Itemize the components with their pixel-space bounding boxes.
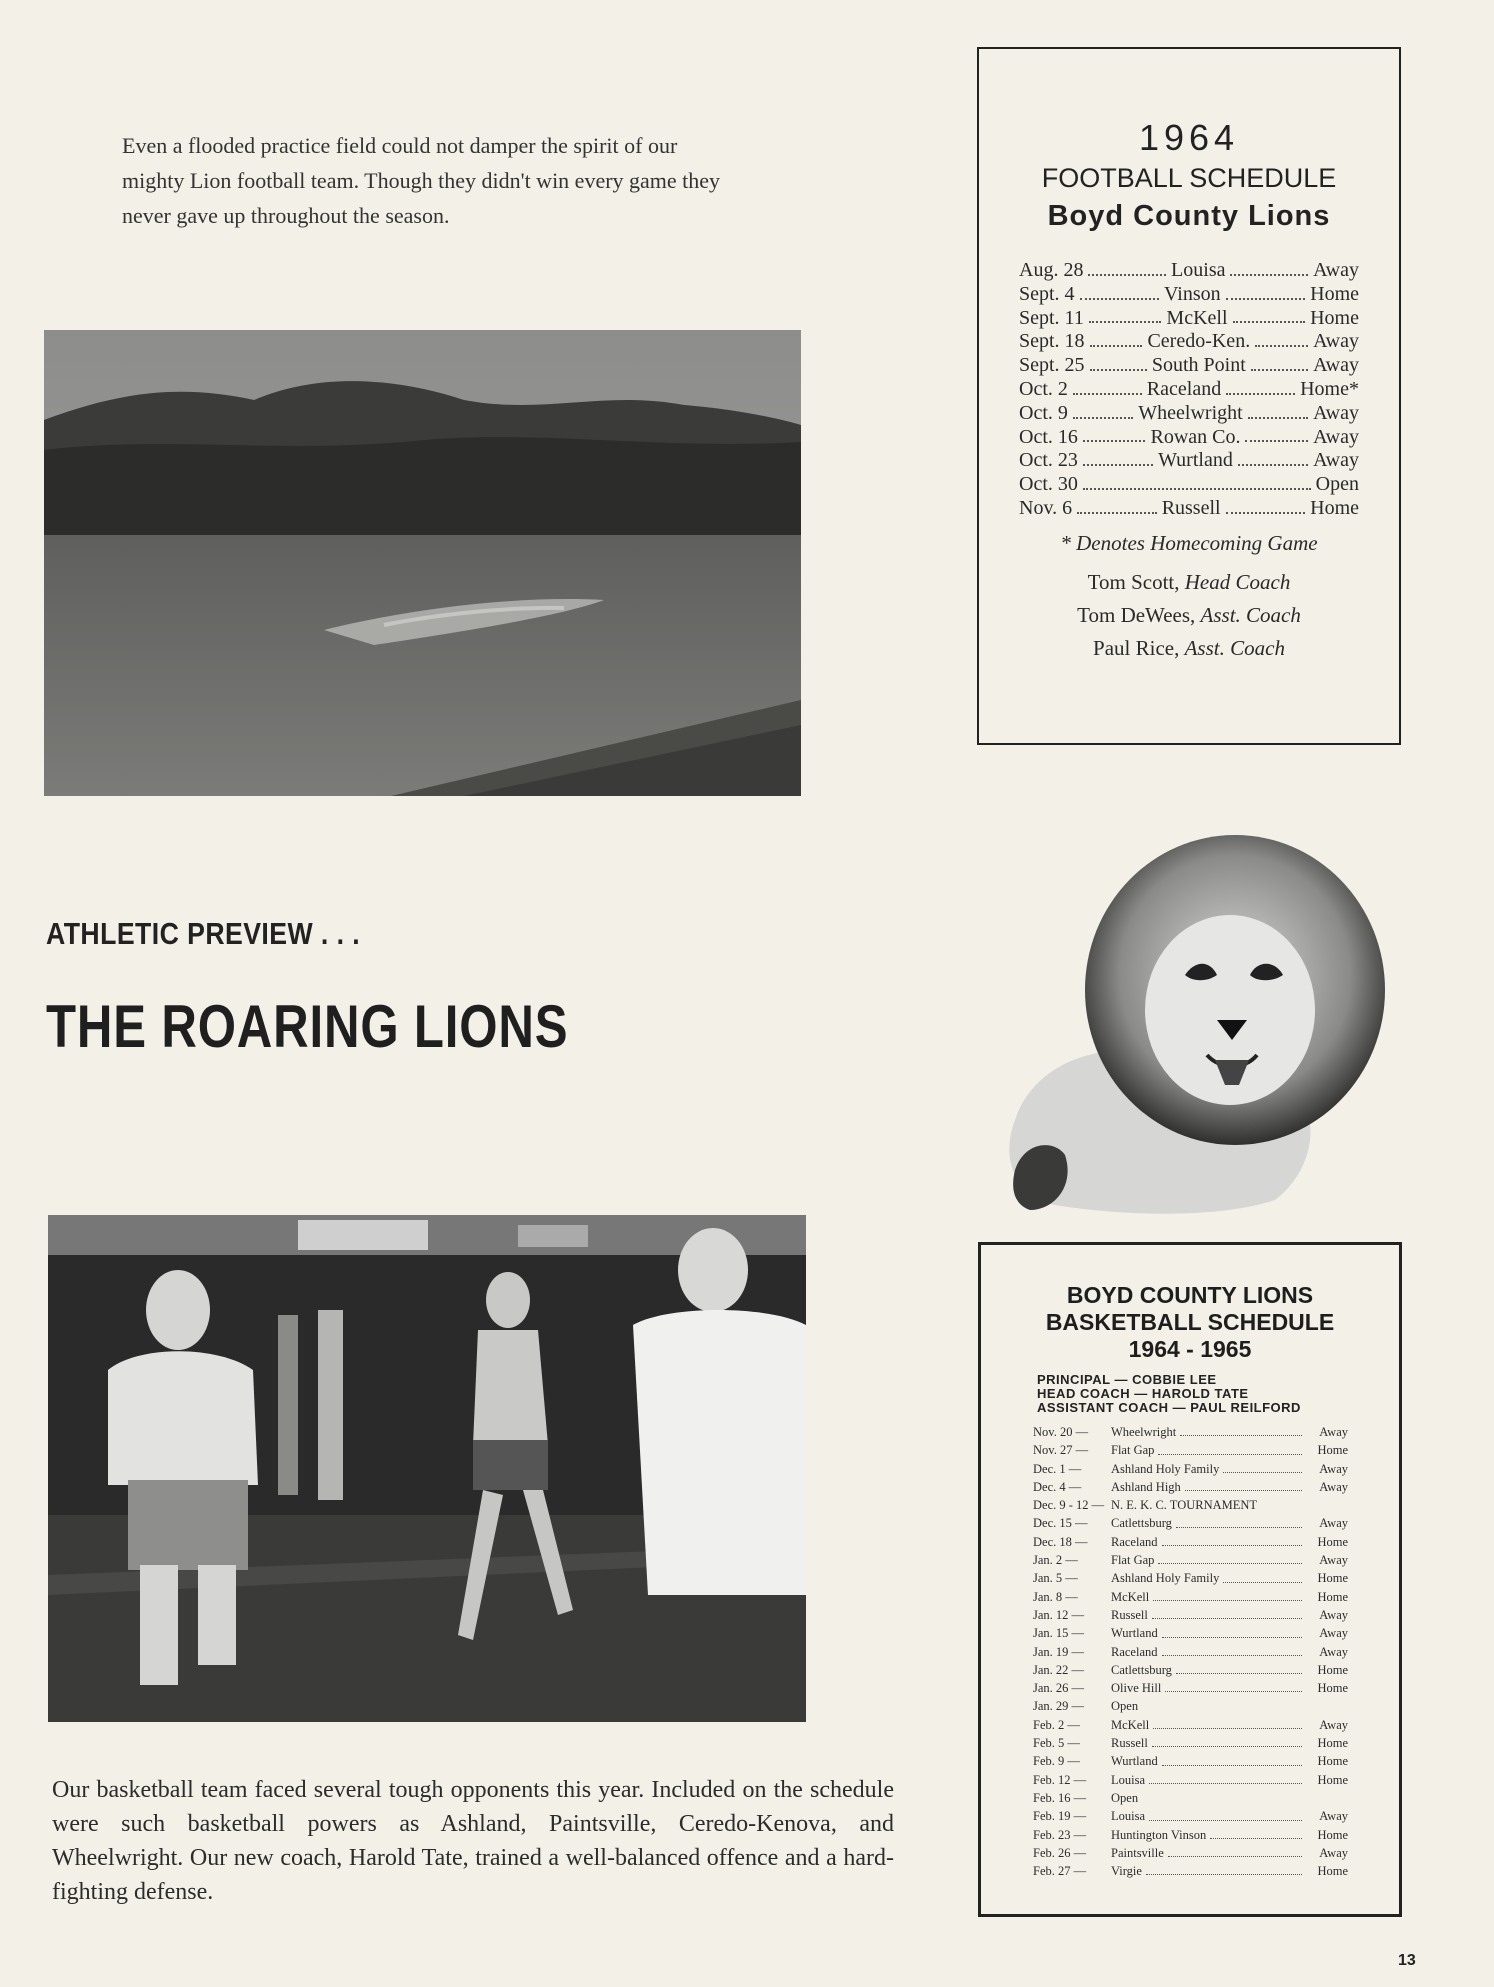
game-location: Home [1310, 496, 1360, 519]
dot-leader [1083, 473, 1311, 490]
game-opponent: Russell [1111, 1607, 1148, 1622]
dot-leader [1251, 354, 1308, 371]
game-opponent: South Point [1151, 354, 1246, 377]
game-location: Away [1313, 259, 1360, 281]
football-game-row [1019, 259, 1359, 283]
game-opponent: McKell [1166, 306, 1228, 329]
game-opponent: Raceland [1111, 1534, 1158, 1549]
game-date: Feb. 27 — [1033, 1864, 1087, 1879]
game-opponent: Flat Gap [1111, 1553, 1155, 1568]
game-date: Feb. 12 — [1033, 1772, 1087, 1787]
game-date: Jan. 15 — [1033, 1626, 1085, 1641]
basketball-game-row [1033, 1697, 1348, 1715]
dot-leader [1176, 1661, 1302, 1674]
game-date: Sept. 25 [1019, 354, 1085, 377]
game-date: Oct. 9 [1019, 401, 1068, 424]
dot-leader [1090, 354, 1147, 371]
football-game-row [1019, 402, 1359, 426]
game-location: Away [1313, 354, 1360, 377]
basketball-game-row [1033, 1478, 1348, 1496]
game-location: Away [1313, 401, 1360, 424]
basketball-game-row [1033, 1661, 1348, 1679]
dot-leader [1158, 1441, 1302, 1454]
game-location: Home* [1300, 377, 1359, 400]
dot-leader [1238, 449, 1308, 466]
game-date: Feb. 9 — [1033, 1754, 1080, 1769]
football-game-row [1019, 426, 1359, 450]
game-date: Jan. 22 — [1033, 1662, 1085, 1677]
coach-line [979, 632, 1399, 665]
dot-leader [1185, 1478, 1302, 1491]
dot-leader [1162, 1533, 1302, 1546]
game-location: Home [1310, 306, 1359, 329]
game-opponent: N. E. K. C. TOURNAMENT [1111, 1498, 1258, 1513]
game-opponent: Wurtland [1111, 1626, 1158, 1641]
game-opponent: Rowan Co. [1150, 425, 1241, 448]
dot-leader [1090, 330, 1143, 347]
athletic-preview-heading: ATHLETIC PREVIEW . . . [46, 916, 361, 951]
game-opponent: Ceredo-Ken. [1147, 330, 1251, 353]
game-location: Home [1317, 1681, 1348, 1696]
game-location: Home [1317, 1864, 1348, 1879]
basketball-game-row [1033, 1643, 1348, 1661]
dot-leader [1176, 1514, 1302, 1527]
game-location: Home [1310, 282, 1360, 305]
dot-leader [1149, 1807, 1302, 1820]
basketball-game-row [1033, 1752, 1348, 1770]
basketball-game-row [1033, 1441, 1348, 1459]
basketball-game-row [1033, 1496, 1348, 1514]
basketball-game-row [1033, 1826, 1348, 1844]
game-date: Jan. 26 — [1033, 1681, 1085, 1696]
dot-leader [1077, 497, 1157, 514]
game-opponent: Ashland Holy Family [1111, 1571, 1220, 1586]
coach-line [979, 599, 1399, 632]
game-date: Nov. 6 [1019, 496, 1073, 519]
game-opponent: Flat Gap [1111, 1443, 1155, 1458]
football-game-row [1019, 354, 1359, 378]
game-date: Jan. 2 — [1033, 1553, 1078, 1568]
coach-line [979, 566, 1399, 599]
game-date: Sept. 11 [1019, 306, 1084, 329]
game-date: Oct. 16 [1019, 425, 1078, 448]
basketball-game-row [1033, 1734, 1348, 1752]
game-opponent: Raceland [1146, 377, 1222, 400]
dot-leader [1226, 497, 1306, 514]
coach-role: Asst. Coach [1184, 635, 1285, 660]
football-game-row [1019, 497, 1359, 521]
football-team-name: Boyd County Lions [1047, 200, 1331, 232]
dot-leader [1152, 1606, 1302, 1619]
game-date: Oct. 2 [1019, 377, 1068, 400]
game-location: Away [1313, 425, 1360, 448]
game-date: Jan. 8 — [1033, 1589, 1078, 1604]
page-number: 13 [1398, 1952, 1416, 1969]
dot-leader [1073, 402, 1133, 419]
basketball-game-row [1033, 1569, 1348, 1587]
game-location: Away [1319, 1809, 1348, 1824]
dot-leader [1083, 426, 1146, 443]
game-location: Away [1319, 1553, 1348, 1568]
football-coaches [979, 566, 1399, 665]
basketball-game-row [1033, 1862, 1348, 1880]
game-location: Home [1317, 1662, 1348, 1677]
dot-leader [1080, 283, 1159, 300]
dot-leader [1083, 449, 1153, 466]
game-date: Oct. 30 [1019, 473, 1078, 496]
basketball-staff-list [1037, 1373, 1399, 1415]
dot-leader [1223, 1569, 1302, 1582]
game-opponent: Catlettsburg [1111, 1516, 1172, 1531]
game-opponent: Olive Hill [1111, 1681, 1162, 1696]
game-opponent: Wheelwright [1138, 401, 1243, 424]
game-date: Jan. 19 — [1033, 1644, 1085, 1659]
game-location: Away [1319, 1626, 1348, 1641]
coach-role: Asst. Coach [1200, 602, 1301, 627]
game-date: Dec. 1 — [1033, 1461, 1082, 1476]
basketball-game-row [1033, 1551, 1348, 1569]
game-date: Jan. 12 — [1033, 1607, 1085, 1622]
game-location: Home [1317, 1534, 1348, 1549]
game-opponent: McKell [1111, 1717, 1150, 1732]
dot-leader [1152, 1734, 1302, 1747]
basketball-game-row [1033, 1460, 1348, 1478]
game-opponent: Louisa [1111, 1772, 1146, 1787]
football-schedule-box [977, 47, 1401, 745]
game-opponent: Wurtland [1158, 449, 1233, 472]
football-game-row [1019, 307, 1359, 331]
game-opponent: McKell [1111, 1589, 1150, 1604]
dot-leader [1168, 1844, 1302, 1857]
lion-mascot-photo [995, 810, 1415, 1230]
dot-leader [1180, 1423, 1302, 1436]
game-location: Home [1317, 1443, 1348, 1458]
football-game-row [1019, 378, 1359, 402]
game-location: Away [1319, 1479, 1348, 1494]
football-game-row [1019, 473, 1359, 497]
game-opponent: Ashland Holy Family [1111, 1461, 1220, 1476]
dot-leader [1149, 1771, 1302, 1784]
dot-leader [1248, 402, 1308, 419]
game-date: Feb. 5 — [1033, 1736, 1080, 1751]
homecoming-note: * Denotes Homecoming Game [1060, 530, 1318, 555]
intro-paragraph: Even a flooded practice field could not damper the spirit of our mighty Lion football team. Though they didn't win every game they never gave up throughout the season. [122, 133, 721, 228]
game-date: Nov. 20 — [1033, 1425, 1089, 1439]
game-date: Dec. 15 — [1033, 1516, 1088, 1531]
page-title: THE ROARING LIONS [46, 993, 569, 1060]
dot-leader [1210, 1826, 1302, 1839]
coach-name: Paul Rice, [1093, 635, 1180, 660]
football-game-row [1019, 330, 1359, 354]
dot-leader [1230, 259, 1308, 276]
basketball-heading-title: BASKETBALL SCHEDULE [1045, 1309, 1335, 1335]
game-location: Away [1313, 449, 1359, 472]
game-date: Nov. 27 — [1033, 1443, 1089, 1458]
game-location: Open [1315, 473, 1359, 496]
game-location: Home [1317, 1571, 1348, 1586]
basketball-game-row [1033, 1533, 1348, 1551]
staff-head-coach: HEAD COACH — HAROLD TATE [1037, 1386, 1249, 1401]
coach-name: Tom DeWees, [1077, 602, 1196, 627]
game-opponent: Virgie [1111, 1864, 1142, 1879]
game-opponent: Wurtland [1111, 1754, 1158, 1769]
game-opponent: Catlettsburg [1111, 1662, 1172, 1677]
dot-leader [1226, 378, 1295, 395]
basketball-game-row [1033, 1771, 1348, 1789]
staff-principal: PRINCIPAL — COBBIE LEE [1037, 1372, 1217, 1387]
basketball-game-row [1033, 1679, 1348, 1697]
game-date: Dec. 9 - 12 — [1033, 1498, 1105, 1513]
staff-assistant-coach: ASSISTANT COACH — PAUL REILFORD [1037, 1400, 1301, 1415]
game-opponent: Russell [1161, 496, 1221, 519]
basketball-game-row [1033, 1716, 1348, 1734]
game-location: Home [1317, 1589, 1348, 1604]
football-schedule-title: FOOTBALL SCHEDULE [1041, 163, 1337, 193]
game-date: Sept. 18 [1019, 330, 1085, 353]
basketball-heading-season: 1964 - 1965 [1128, 1336, 1252, 1362]
dot-leader [1245, 426, 1308, 443]
game-opponent: Louisa [1111, 1809, 1146, 1824]
game-opponent: Ashland High [1111, 1479, 1181, 1494]
basketball-game-row [1033, 1423, 1348, 1441]
game-location: Home [1317, 1754, 1348, 1769]
coach-name: Tom Scott, [1087, 569, 1180, 594]
game-location: Away [1319, 1607, 1348, 1622]
dot-leader [1073, 378, 1142, 395]
flooded-field-photo [44, 330, 801, 796]
dot-leader [1233, 307, 1306, 324]
basketball-game-row [1033, 1514, 1348, 1532]
dot-leader [1153, 1588, 1302, 1601]
football-year: 1964 [1138, 117, 1240, 158]
game-date: Sept. 4 [1019, 282, 1075, 305]
game-location: Away [1319, 1717, 1348, 1732]
dot-leader [1162, 1643, 1302, 1656]
dot-leader [1165, 1679, 1302, 1692]
basketball-games-list [1033, 1423, 1348, 1880]
football-game-row [1019, 283, 1359, 307]
football-game-row [1019, 449, 1359, 473]
dot-leader [1146, 1862, 1302, 1875]
game-location: Home [1317, 1772, 1348, 1787]
game-date: Aug. 28 [1019, 259, 1084, 281]
game-location: Away [1313, 330, 1360, 353]
dot-leader [1162, 1624, 1302, 1637]
basketball-game-row [1033, 1844, 1348, 1862]
game-date: Jan. 29 — [1033, 1699, 1085, 1714]
basketball-game-row [1033, 1807, 1348, 1825]
game-date: Dec. 18 — [1033, 1534, 1088, 1549]
game-date: Feb. 2 — [1033, 1717, 1080, 1732]
game-opponent: Russell [1111, 1736, 1148, 1751]
game-opponent: Huntington Vinson [1111, 1827, 1207, 1842]
basketball-paragraph: Our basketball team faced several tough opponents this year. Included on the schedule were such basketball powers as Ashland, Paintsville, Ceredo-Kenova, and Wheelwright. Our new coach, Harold Tate, trained a well-balanced offence and a hard-fighting defense. [52, 1777, 894, 1905]
game-location: Home [1317, 1736, 1348, 1751]
game-location: Away [1319, 1461, 1348, 1476]
game-date: Feb. 16 — [1033, 1790, 1087, 1805]
game-opponent: Open [1111, 1699, 1139, 1714]
basketball-heading-team: BOYD COUNTY LIONS [1066, 1282, 1314, 1308]
game-date: Dec. 4 — [1033, 1479, 1082, 1494]
game-date: Feb. 26 — [1033, 1845, 1087, 1860]
game-location: Home [1317, 1827, 1348, 1842]
dot-leader [1223, 1460, 1302, 1473]
dot-leader [1158, 1551, 1302, 1564]
basketball-practice-photo [48, 1215, 806, 1722]
football-games-list [1019, 259, 1359, 521]
game-location: Away [1319, 1516, 1348, 1531]
basketball-game-row [1033, 1588, 1348, 1606]
game-location: Away [1319, 1644, 1348, 1659]
coach-role: Head Coach [1184, 569, 1291, 594]
game-date: Feb. 19 — [1033, 1809, 1087, 1824]
game-date: Oct. 23 [1019, 449, 1078, 472]
dot-leader [1089, 307, 1162, 324]
basketball-game-row [1033, 1606, 1348, 1624]
game-date: Jan. 5 — [1033, 1571, 1078, 1586]
basketball-schedule-box [978, 1242, 1402, 1917]
game-opponent: Paintsville [1111, 1845, 1164, 1860]
basketball-game-row [1033, 1624, 1348, 1642]
dot-leader [1226, 283, 1305, 300]
dot-leader [1162, 1752, 1302, 1765]
game-location: Away [1319, 1425, 1348, 1439]
basketball-game-row [1033, 1789, 1348, 1807]
game-opponent: Louisa [1171, 259, 1226, 281]
game-date: Feb. 23 — [1033, 1827, 1087, 1842]
game-opponent: Vinson [1164, 282, 1221, 305]
game-location: Away [1319, 1845, 1348, 1860]
game-opponent: Raceland [1111, 1644, 1158, 1659]
game-opponent: Wheelwright [1111, 1425, 1177, 1439]
dot-leader [1153, 1716, 1302, 1729]
dot-leader [1088, 259, 1166, 276]
dot-leader [1255, 330, 1308, 347]
game-opponent: Open [1111, 1790, 1139, 1805]
